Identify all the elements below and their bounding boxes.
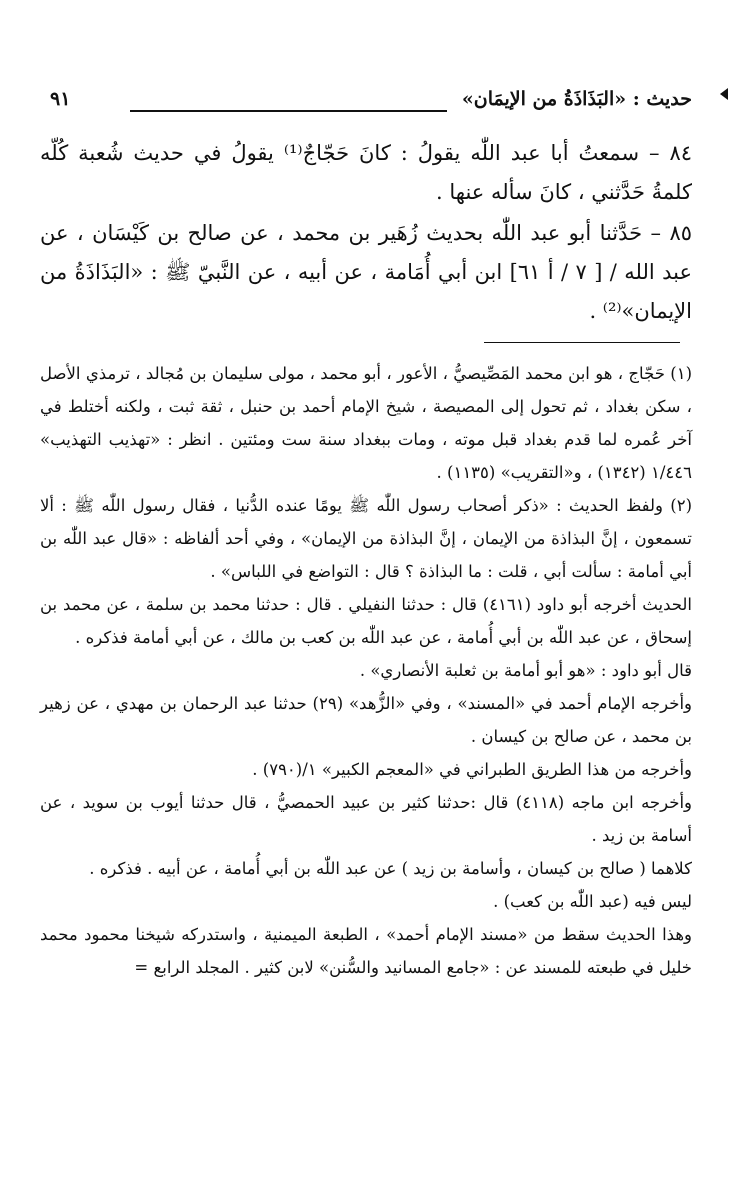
footnote-paragraph: وهذا الحديث سقط من «مسند الإمام أحمد» ، الطبعة الميمنية ، واستدركه شيخنا محمود محمد خليل في طبعته للمسند عن : «جامع المسانيد والسُّنن» لابن كثير . المجلد الرابع = [40,925,692,977]
footnote-paragraph: الحديث أخرجه أبو داود (٤١٦١) قال : حدثنا النفيلي . قال : حدثنا محمد بن سلمة ، عن محمد بن إسحاق ، عن عبد اللّٰه بن أبي أُمامة ، عن عبد اللّٰه بن كعب بن مالك ، عن أبي أمامة فذكره . [40,595,692,647]
footnotes [40,357,692,984]
page-corner-mark [720,88,728,100]
running-title: حديث : «البَذَاذَةُ من الإيمَان» [461,88,692,110]
footnote-paragraph: ليس فيه (عبد اللّٰه بن كعب) . [493,892,692,911]
header-rule [130,110,447,112]
page-number: ٩١ [50,88,71,110]
hadith-85: ٨٥ – حَدَّثنا أبو عبد اللّٰه بحديث زُهَير بن محمد ، عن صالح بن كَيْسَان ، عن عبد الله / [ ٧ / أ ٦١] ابن أبي أُمَامة ، عن أبيه ، عن النَّبيّ ﷺ : «البَذَاذَةُ من الإيمان»⁽²⁾ . [40,221,693,323]
running-header [40,88,692,122]
footnote-paragraph: كلاهما ( صالح بن كيسان ، وأسامة بن زيد ) عن عبد اللّٰه بن أبي أُمامة ، عن أبيه . فذكره . [89,859,692,878]
footnote-paragraph: وأخرجه من هذا الطريق الطبراني في «المعجم الكبير» ١/(٧٩٠) . [252,760,692,779]
main-text [40,134,692,333]
footnote-paragraph: وأخرجه ابن ماجه (٤١١٨) قال :حدثنا كثير بن عبيد الحمصيُّ ، قال حدثنا أيوب بن سويد ، عن أسامة بن زيد . [40,793,692,845]
footnote-paragraph: وأخرجه الإمام أحمد في «المسند» ، وفي «الزُّهد» (٢٩) حدثنا عبد الرحمان بن مهدي ، عن زهير بن محمد ، عن صالح بن كيسان . [40,694,692,746]
footnote-2: (٢) ولفظ الحديث : «ذكر أصحاب رسول اللّٰه ﷺ يومًا عنده الدُّنيا ، فقال رسول اللّٰه ﷺ : ألا تسمعون ، إنَّ البذاذة من الإيمان ، إنَّ البذاذة من الإيمان» ، وفي أحد ألفاظه : «قال عبد اللّٰه بن أبي أمامة : سألت أبي ، قلت : ما البذاذة ؟ قال : التواضع في اللباس» . [40,496,692,581]
hadith-84: ٨٤ – سمعتُ أبا عبد اللّٰه يقولُ : كانَ حَجّاجٌ⁽¹⁾ يقولُ في حديث شُعبة كُلّه كلمةُ حَدَّثني ، كانَ سأله عنها . [40,141,692,204]
footnote-separator [484,342,680,343]
footnote-1: (١) حَجّاج ، هو ابن محمد المَصِّيصيُّ ، الأعور ، أبو محمد ، مولى سليمان بن مُجالد ، ترمذي الأصل ، سكن بغداد ، ثم تحول إلى المصيصة ، شيخ الإمام أحمد بن حنبل ، ثقة ثبت ، ولكنه أختلط في آخر عُمره لما قدم بغداد قبل موته ، ومات ببغداد سنة ست ومئتين . انظر : «تهذيب التهذيب» ١/٤٤٦ (١٣٤٢) ، و«التقريب» (١١٣٥) . [40,364,692,482]
footnote-paragraph: قال أبو داود : «هو أبو أمامة بن ثعلبة الأنصاري» . [359,661,692,680]
